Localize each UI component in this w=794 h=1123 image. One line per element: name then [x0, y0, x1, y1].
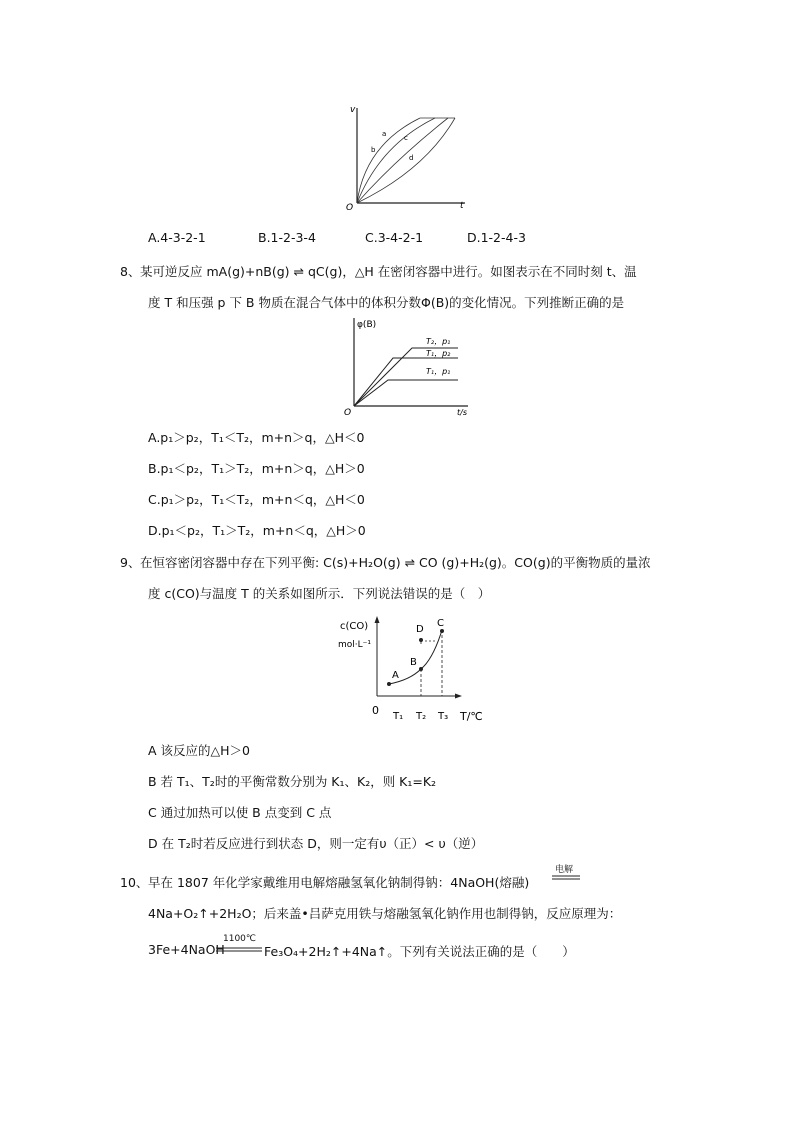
curve-label-d: d	[409, 154, 414, 162]
curve-c	[357, 118, 448, 203]
point-b	[419, 667, 423, 671]
tick-t2: T₂	[416, 711, 427, 722]
origin-label: O	[344, 408, 352, 417]
origin-label: O	[346, 203, 354, 213]
q7-option-d: D.1-2-4-3	[467, 230, 526, 245]
x-axis-arrow	[455, 694, 462, 699]
q7-option-b: B.1-2-3-4	[258, 230, 316, 245]
y-axis-label: φ(B)	[357, 320, 377, 330]
q9-option-a: A 该反应的△H＞0	[148, 743, 250, 758]
y-axis-arrow	[375, 616, 380, 623]
q10-reaction-equals-2	[216, 946, 264, 954]
q10-reaction-equals-1	[552, 874, 582, 882]
phi-b-figure	[340, 312, 480, 417]
q7-option-a: A.4-3-2-1	[148, 230, 206, 245]
x-axis-label: T/℃	[460, 710, 483, 723]
point-label-b: B	[410, 657, 417, 668]
q8-option-b: B.p₁＜p₂，T₁＞T₂，m+n＞q，△H＞0	[148, 461, 365, 476]
point-label-c: C	[437, 618, 444, 629]
curve-label-b: b	[371, 146, 376, 154]
q10-line3-reactants: 3Fe+4NaOH	[148, 942, 225, 957]
y-axis-label-line2: mol·L⁻¹	[338, 640, 372, 650]
y-axis-label-line1: c(CO)	[340, 621, 369, 632]
series-t1-p2	[354, 358, 458, 406]
curve-label-c: c	[404, 134, 408, 142]
x-axis-label: t	[460, 201, 464, 211]
tick-t1: T₁	[393, 711, 404, 722]
q9-stem-line2: 度 c(CO)与温度 T 的关系如图所示．下列说法错误的是（ ）	[148, 586, 491, 601]
x-axis-label: t/s	[457, 408, 467, 417]
q10-line3-products: Fe₃O₄+2H₂↑+4Na↑。下列有关说法正确的是（ ）	[264, 944, 575, 959]
curve-label-a: a	[382, 130, 387, 138]
series-label-t1-p1: T₁，p₁	[426, 367, 451, 376]
y-axis-label: v	[350, 105, 356, 115]
q10-line2: 4Na+O₂↑+2H₂O；后来盖•吕萨克用铁与熔融氢氧化钠作用也制得钠，反应原理为：	[148, 906, 622, 921]
series-label-t2-p1: T₂，p₁	[426, 337, 451, 346]
co-concentration-figure	[330, 614, 495, 726]
point-label-d: D	[416, 624, 424, 635]
q10-electrolysis-condition: 电解	[555, 865, 574, 875]
q10-temperature-condition: 1100℃	[223, 934, 257, 944]
point-d	[419, 638, 423, 642]
q9-number: 9、	[120, 555, 141, 570]
point-label-a: A	[392, 670, 399, 681]
speed-curve-figure	[340, 100, 480, 215]
q8-option-a: A.p₁＞p₂，T₁＜T₂，m+n＞q，△H＜0	[148, 430, 365, 445]
q10-number: 10、	[120, 875, 149, 890]
q9-option-b: B 若 T₁、T₂时的平衡常数分别为 K₁、K₂，则 K₁=K₂	[148, 774, 437, 789]
origin-label: 0	[372, 704, 379, 717]
tick-t3: T₃	[438, 711, 449, 722]
point-c	[440, 629, 444, 633]
q9-option-d: D 在 T₂时若反应进行到状态 D，则一定有υ（正）< υ（逆）	[148, 836, 484, 851]
q8-option-d: D.p₁＜p₂，T₁＞T₂，m+n＜q，△H＞0	[148, 523, 366, 538]
q7-option-c: C.3-4-2-1	[365, 230, 424, 245]
q8-number: 8、	[120, 264, 141, 279]
q8-stem-line2: 度 T 和压强 p 下 B 物质在混合气体中的体积分数Φ(B)的变化情况。下列推断正确的是	[148, 295, 625, 310]
q8-stem-line1: 某可逆反应 mA(g)+nB(g) ⇌ qC(g)，△H 在密闭容器中进行。如图表示在不同时刻 t、温	[140, 264, 637, 279]
q10-line1: 早在 1807 年化学家戴维用电解熔融氢氧化钠制得钠：4NaOH(熔融)	[148, 875, 530, 890]
point-a	[387, 682, 391, 686]
q8-option-c: C.p₁＞p₂，T₁＜T₂，m+n＜q，△H＜0	[148, 492, 365, 507]
series-label-t1-p2: T₁，p₂	[426, 349, 451, 358]
q9-stem-line1: 在恒容密闭容器中存在下列平衡: C(s)+H₂O(g) ⇌ CO (g)+H₂(g)。CO(g)的平衡物质的量浓	[140, 555, 651, 570]
series-t1-p1	[354, 380, 458, 406]
q9-option-c: C 通过加热可以使 B 点变到 C 点	[148, 805, 332, 820]
